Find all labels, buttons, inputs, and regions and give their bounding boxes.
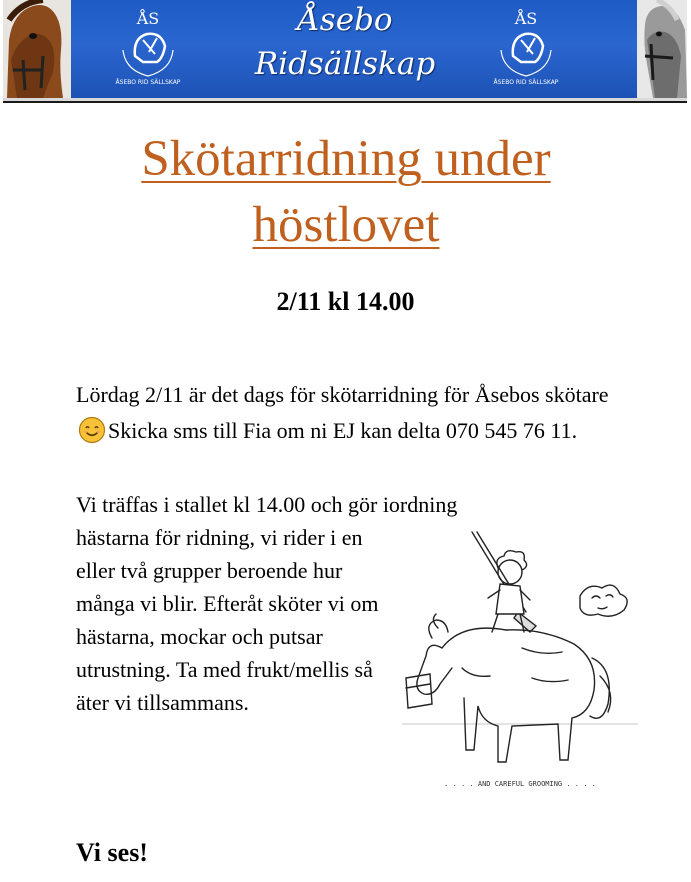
horse-head-left-image xyxy=(3,0,71,98)
logo-monogram: ÅS xyxy=(136,9,160,28)
illustration-caption: . . . . AND CAREFUL GROOMING . . . . xyxy=(444,780,596,788)
page-title-line2: höstlovet xyxy=(252,197,440,253)
closing-line: Vi ses! xyxy=(76,838,148,867)
info-text-part2: Skicka sms till Fia om ni EJ kan delta 070 545 76 11. xyxy=(108,418,578,443)
svg-text:ÅSEBO RID SÄLLSKAP: ÅSEBO RID SÄLLSKAP xyxy=(493,79,559,86)
plan-paragraph-first-line: Vi träffas i stallet kl 14.00 och gör iordning xyxy=(76,492,458,517)
page-title-line1: Skötarridning under xyxy=(141,131,551,187)
logo-monogram: ÅS xyxy=(514,9,538,28)
horse-head-right-image xyxy=(637,0,687,98)
club-logo-right xyxy=(491,4,561,86)
info-text-part1: Lördag 2/11 är det dags för skötarridning för Åsebos skötare xyxy=(76,382,609,407)
grooming-cartoon-illustration xyxy=(402,528,638,796)
info-paragraph xyxy=(76,377,636,449)
banner-title-line2: Ridsällskap xyxy=(254,46,436,82)
event-date: 2/11 kl 14.00 xyxy=(276,287,415,316)
svg-text:ÅSEBO RID SÄLLSKAP: ÅSEBO RID SÄLLSKAP xyxy=(115,79,181,86)
page-title xyxy=(60,126,632,258)
header-banner xyxy=(3,0,687,101)
smiling-face-icon xyxy=(78,416,106,444)
banner-title-line1: Åsebo xyxy=(297,2,393,38)
plan-paragraph-body: hästarna för ridning, vi rider i en eller två grupper beroende hur många vi blir. Efteråt sköter vi om hästarna, mockar och putsar utrustning. Ta med frukt/mellis så äter vi tillsammans. xyxy=(76,525,379,715)
club-logo-left xyxy=(113,4,183,86)
